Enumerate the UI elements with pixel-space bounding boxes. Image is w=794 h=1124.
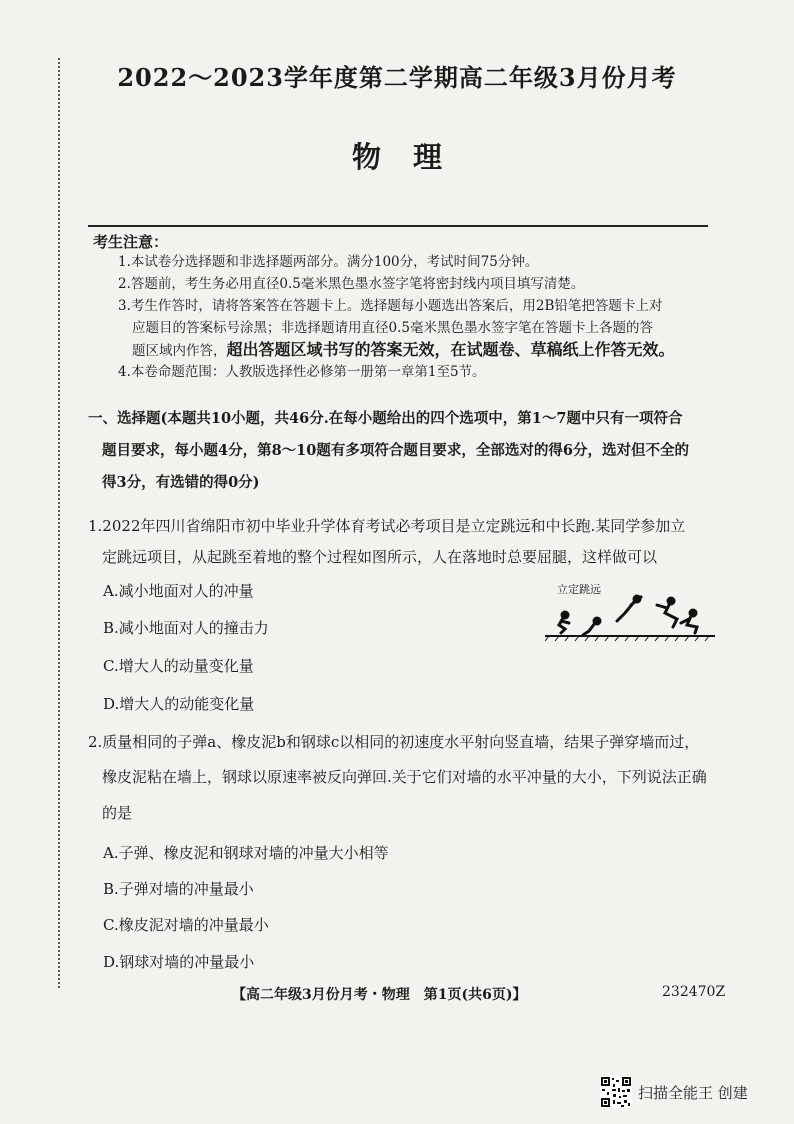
notice-item-3: 3.考生作答时，请将答案答在答题卡上。选择题每小题选出答案后，用2B铅笔把答题卡上对 — [118, 298, 663, 314]
page-footer: 【高二年级3月份月考・物理 第1页(共6页)】 — [232, 987, 527, 1003]
q1-stem-line2: 定跳远项目，从起跳至着地的整个过程如图所示，人在落地时总要屈腿，这样做可以 — [102, 548, 658, 566]
notice-item-3-cont: 应题目的答案标号涂黑；非选择题请用直径0.5毫米黑色墨水签字笔在答题卡上各题的答 — [132, 320, 653, 336]
q1-option-d: D.增大人的动能变化量 — [103, 695, 255, 713]
q2-option-d: D.钢球对墙的冲量最小 — [103, 953, 255, 971]
subject-title: 物理 — [351, 140, 474, 174]
notice-item-3-end — [118, 339, 732, 362]
notice-item-2: 2.答题前，考生务必用直径0.5毫米黑色墨水签字笔将密封线内项目填写清楚。 — [118, 276, 585, 292]
q1-option-a: A.减小地面对人的冲量 — [103, 582, 254, 600]
jump-sequence-drawing — [545, 581, 715, 641]
section-instructions-1: 一、选择题(本题共10小题，共46分.在每小题给出的四个选项中，第1～7题中只有一项符合 — [88, 410, 683, 427]
notice-item-4: 4.本卷命题范围：人教版选择性必修第一册第一章第1至5节。 — [118, 364, 486, 380]
q1-option-b: B.减小地面对人的撞击力 — [103, 619, 269, 637]
q2-option-b: B.子弹对墙的冲量最小 — [103, 880, 254, 898]
exam-title: 2022～2023学年度第二学期高二年级3月份月考 — [117, 63, 677, 92]
scanner-watermark — [600, 1076, 748, 1108]
figure-label: 立定跳远 — [557, 583, 601, 596]
section-instructions-3: 得3分，有选错的得0分) — [102, 474, 260, 491]
section-instructions-2: 题目要求，每小题4分，第8～10题有多项符合题目要求，全部选对的得6分，选对但不全的 — [102, 442, 689, 459]
notice-warning: 超出答题区域书写的答案无效，在试题卷、草稿纸上作答无效。 — [226, 340, 675, 359]
q2-stem-line1: 2.质量相同的子弹a、橡皮泥b和钢球c以相同的初速度水平射向竖直墙，结果子弹穿墙而过， — [88, 733, 700, 751]
q2-option-a: A.子弹、橡皮泥和钢球对墙的冲量大小相等 — [103, 844, 389, 862]
notice-item-3-end-text: 题区域内作答， — [132, 343, 227, 359]
notice-heading: 考生注意： — [93, 233, 169, 251]
q1-option-c: C.增大人的动量变化量 — [103, 657, 254, 675]
exam-code: 232470Z — [662, 984, 726, 1000]
header-divider — [88, 225, 708, 227]
notice-item-1: 1.本试卷分选择题和非选择题两部分。满分100分，考试时间75分钟。 — [118, 254, 539, 270]
scanner-text: 扫描全能王 创建 — [638, 1083, 748, 1102]
binding-line — [58, 58, 61, 988]
q2-stem-line3: 的是 — [102, 804, 133, 822]
standing-long-jump-figure — [545, 581, 715, 641]
qr-code-icon — [600, 1076, 632, 1108]
q2-option-c: C.橡皮泥对墙的冲量最小 — [103, 916, 269, 934]
q2-stem-line2: 橡皮泥粘在墙上，钢球以原速率被反向弹回.关于它们对墙的水平冲量的大小，下列说法正确 — [102, 768, 707, 786]
q1-stem-line1: 1.2022年四川省绵阳市初中毕业升学体育考试必考项目是立定跳远和中长跑.某同学参加立 — [88, 517, 686, 535]
